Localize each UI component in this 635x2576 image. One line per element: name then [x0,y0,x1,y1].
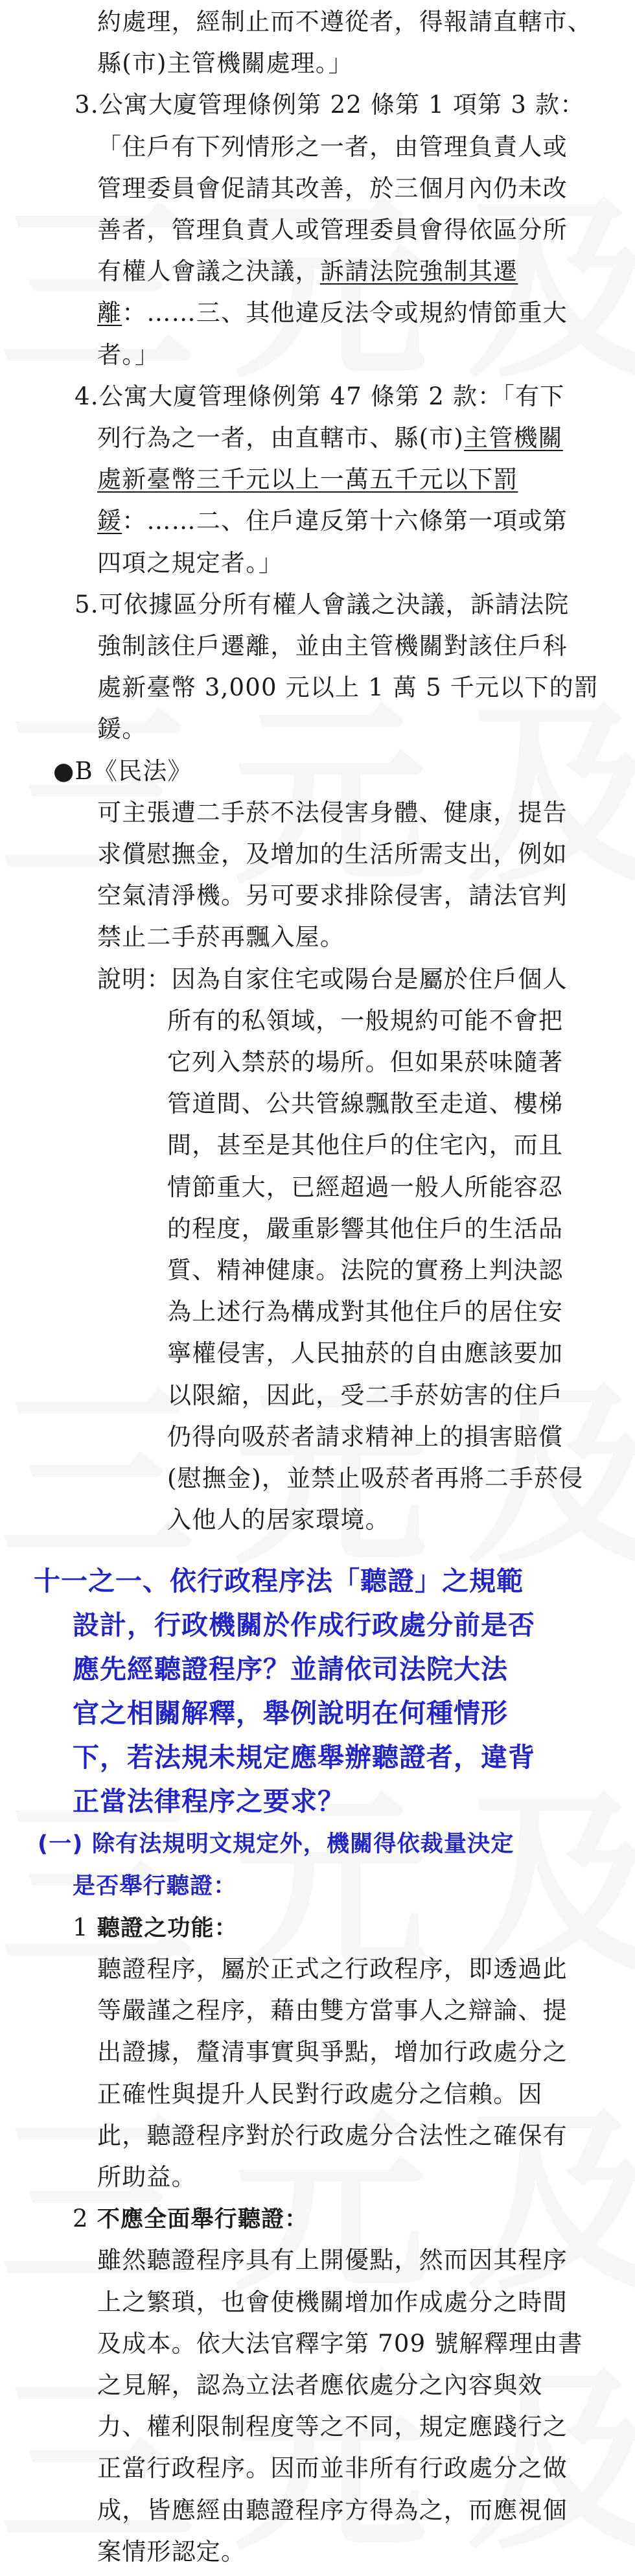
text-segment: 強制該住戶遷離，並由主管機關對該住戶科 [97,632,568,660]
text-segment: 縣(市)主管機關處理。」 [97,49,353,78]
text-line [0,43,353,84]
text-segment: 出證據，釐清事實與爭點，增加行政處分之 [97,2038,568,2067]
text-segment: 處新臺幣 3,000 元以上 1 萬 5 千元以下的罰 [97,673,599,702]
text-segment: 有權人會議之決議， [97,257,320,286]
text-segment: 之見解，認為立法者應依處分之內容與效 [97,2371,543,2399]
text-line [0,2365,543,2406]
text-line [0,917,345,958]
text-line [0,2157,196,2198]
question-heading-line [0,1735,535,1779]
text-line [0,2323,583,2365]
text-line [0,1125,563,1166]
text-segment: 可主張遭二手菸不法侵害身體、健康，提告 [97,798,568,826]
text-segment: 3.公寓大廈管理條例第 22 條第 1 項第 3 款： [75,91,585,119]
text-segment: 鍰。 [97,715,147,744]
text-line [0,1083,563,1125]
text-line [0,584,570,626]
underlined-text: 離 [97,299,122,327]
text-line [0,1499,390,1541]
underlined-text: 處新臺幣三千元以上一萬五千元以下罰 [97,465,518,494]
text-line [0,1990,568,2032]
text-segment: 聽證程序，屬於正式之行政程序，即透過此 [97,1955,568,1983]
text-segment: 間，甚至是其他住戶的住宅內，而且 [167,1131,564,1160]
text-segment: 列行為之一者，由直轄市、縣(市) [97,424,465,452]
text-line [0,1208,563,1250]
underlined-text: 鍰 [97,507,122,535]
text-line [0,1042,563,1083]
text-segment: 善者，管理負責人或管理委員會得依區分所 [97,216,568,244]
question-heading-line [0,1691,508,1735]
text-line [0,751,192,792]
text-segment: ：……三、其他違反法令或規約情節重大 [122,299,568,327]
text-segment: 仍得向吸菸者請求精神上的損害賠償 [167,1422,564,1451]
text-segment: 及成本。依大法官釋字第 709 號解釋理由書 [97,2329,583,2358]
text-line [0,959,568,1000]
text-line [0,1375,563,1416]
text-segment: 5.可依據區分所有權人會議之決議，訴請法院 [75,590,570,618]
text-segment: 案情形認定。 [97,2537,246,2566]
text-line [0,376,564,417]
text-segment: 所助益。 [97,2163,196,2191]
text-line [0,667,599,708]
text-segment: 應先經聽證程序？並請依司法院大法 [73,1654,508,1685]
text-segment: (一) 除有法規明文規定外，機關得依裁量決定 [38,1831,514,1858]
text-segment: 四項之規定者。」 [97,548,284,577]
text-segment: 空氣清淨機。另可要求排除侵害，請法官判 [97,882,568,910]
text-segment: 2 [73,2205,97,2233]
text-line [0,500,568,542]
text-line [0,334,159,376]
text-segment: 正確性與提升人民對行政處分之信賴。因 [97,2079,543,2108]
section-heading-line [0,1823,514,1865]
text-segment: 此，聽證程序對於行政處分合法性之確保有 [97,2121,568,2149]
text-line [0,1949,568,1990]
text-segment: 等嚴謹之程序，藉由雙方當事人之辯論、提 [97,1996,568,2025]
text-segment: 雖然聽證程序具有上開優點，然而因其程序 [97,2246,568,2275]
text-line [0,1333,563,1374]
text-segment: 說明：因為自家住宅或陽台是屬於住戶個人 [97,965,568,993]
text-segment: 的程度，嚴重影響其他住戶的生活品 [167,1214,564,1243]
text-line [0,708,146,750]
text-line [0,1416,563,1458]
text-line [0,875,568,917]
text-segment: 1 [73,1913,97,1941]
text-segment: 所有的私領域，一般規約可能不會把 [167,1006,564,1035]
text-segment: 力、權利限制程度等之不同，規定應踐行之 [97,2413,568,2441]
text-segment: 設計，行政機關於作成行政處分前是否 [73,1610,535,1641]
text-line [0,1458,583,1499]
text-segment: 情節重大，已經超過一般人所能容忍 [167,1173,564,1201]
text-line [0,417,563,459]
text-segment: 上之繁瑣，也會使機關增加作成處分之時間 [97,2288,568,2316]
text-segment: 下，若法規未規定應舉辦聽證者，違背 [73,1742,535,1774]
text-line [0,2282,568,2323]
question-heading-line [0,1779,345,1823]
text-segment: 禁止二手菸再飄入屋。 [97,923,345,952]
text-line [0,792,568,834]
text-segment: 以限縮，因此，受二手菸妨害的住戶 [167,1381,564,1409]
text-segment: 十一之一、依行政程序法「聽證」之規範 [34,1565,524,1597]
text-segment: (慰撫金)，並禁止吸菸者再將二手菸侵 [167,1464,584,1492]
text-line [0,2115,568,2157]
text-segment: 為上述行為構成對其他住戶的居住安 [167,1298,564,1326]
text-segment: ：……二、住戶違反第十六條第一項或第 [122,507,568,535]
text-segment: 管道間、公共管線飄散至走道、樓梯 [167,1090,564,1118]
text-segment: 「住戶有下列情形之一者，由管理負責人或 [97,132,568,161]
text-line [0,834,568,875]
text-segment: 是否舉行聽證： [73,1873,237,1899]
bold-text: 聽證之功能： [97,1915,238,1941]
text-segment: 寧權侵害，人民抽菸的自由應該要加 [167,1339,564,1368]
text-segment: 求償慰撫金，及增加的生活所需支出，例如 [97,840,568,868]
text-segment: 官之相關解釋，舉例說明在何種情形 [73,1698,508,1729]
section-heading-line [0,1866,237,1907]
underlined-text: 訴請法院強制其遷 [319,257,518,286]
text-line [0,1,592,43]
text-line [0,2406,568,2448]
text-segment: 正當法律程序之要求？ [73,1786,345,1818]
text-line [0,2448,568,2489]
text-line [0,84,584,126]
text-segment: 入他人的居家環境。 [167,1506,390,1534]
text-segment: 管理委員會促請其改善，於三個月內仍未改 [97,174,568,202]
text-line [0,1000,563,1042]
text-segment: 4.公寓大廈管理條例第 47 條第 2 款：「有下 [75,382,565,410]
text-line [0,168,568,209]
text-line [0,2074,543,2115]
text-line [0,292,568,334]
question-heading-line [0,1647,508,1691]
text-line [0,626,568,667]
text-segment: 成，皆應經由聽證程序方得為之，而應視個 [97,2496,568,2524]
question-heading-line [0,1603,535,1647]
underlined-text: 主管機關 [464,424,563,452]
question-heading-line [0,1559,524,1603]
text-line [0,251,518,292]
text-segment: ●B《民法》 [53,756,192,785]
text-line [0,1250,563,1291]
text-line [0,459,518,500]
text-line [0,543,283,584]
text-line [0,2240,568,2281]
text-line [0,2490,568,2531]
text-segment: 正當行政程序。因而並非所有行政處分之做 [97,2454,568,2483]
text-line [0,126,568,168]
text-line [0,2531,246,2573]
text-line [0,209,568,251]
text-segment: 它列入禁菸的場所。但如果菸味隨著 [167,1048,564,1076]
text-segment: 者。」 [97,340,160,369]
text-line [0,1291,563,1333]
text-segment: 約處理，經制止而不遵從者，得報請直轄市、 [97,8,592,36]
text-line [0,1167,563,1208]
text-line [0,2198,308,2240]
text-segment: 質、精神健康。法院的實務上判決認 [167,1256,564,1284]
text-line [0,2032,568,2073]
text-line [0,1907,238,1949]
bold-text: 不應全面舉行聽證： [97,2207,308,2233]
